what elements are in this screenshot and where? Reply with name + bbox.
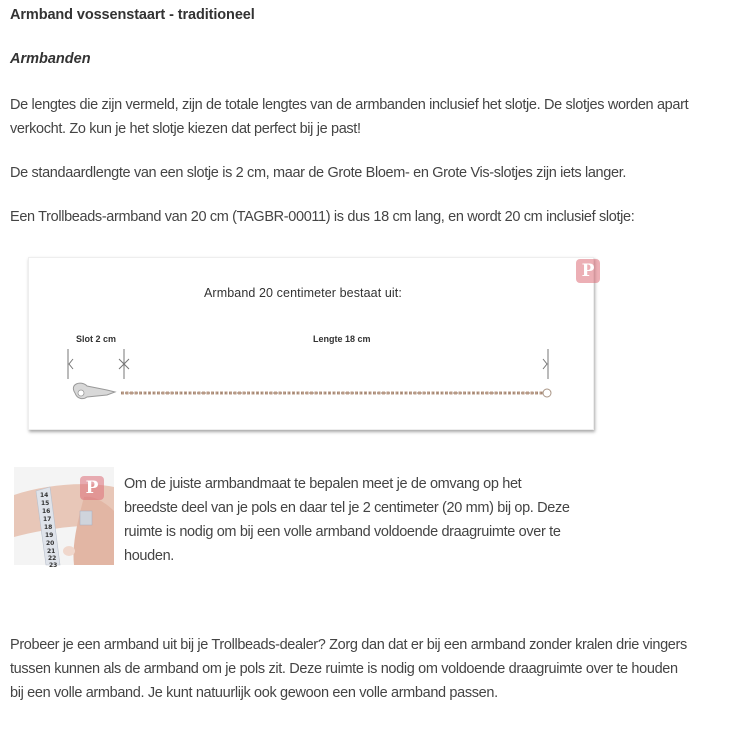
tape-number: 20 <box>46 540 55 547</box>
end-ring <box>543 389 551 397</box>
paragraph-line: ruimte is nodig om bij een volle armband voldoende draagruimte over te <box>124 524 561 540</box>
measure-markers <box>68 349 548 379</box>
tape-number: 16 <box>42 508 51 515</box>
pinterest-pin-button[interactable] <box>80 476 104 500</box>
tape-number: 17 <box>43 516 52 523</box>
paragraph-lengths <box>10 93 688 141</box>
bracelet-diagram-image <box>28 257 594 430</box>
paragraph-line: houden. <box>124 548 174 564</box>
paragraph-measure-wrist <box>124 472 570 568</box>
tape-end <box>80 511 92 525</box>
slot-length-label: Slot 2 cm <box>76 334 117 344</box>
paragraph-example: Een Trollbeads-armband van 20 cm (TAGBR-00011) is dus 18 cm lang, en wordt 20 cm inclusief slotje: <box>10 209 635 225</box>
pinterest-icon: P <box>85 478 99 498</box>
clasp-icon <box>73 383 115 398</box>
tape-number: 18 <box>44 524 53 531</box>
paragraph-try-on <box>10 633 687 705</box>
tape-number: 22 <box>48 555 57 562</box>
tape-number: 19 <box>45 532 54 539</box>
bracelet-drawing <box>29 258 593 429</box>
paragraph-standard-length: De standaardlengte van een slotje is 2 cm, maar de Grote Bloem- en Grote Vis-slotjes zijn iets langer. <box>10 165 627 181</box>
pinterest-icon: P <box>581 261 595 281</box>
article-title: Armband vossenstaart - traditioneel <box>10 7 255 23</box>
paragraph-line: De lengtes die zijn vermeld, zijn de totale lengtes van de armbanden inclusief het slotje. De slotjes worden apart <box>10 97 689 113</box>
tape-number: 23 <box>49 562 58 569</box>
tape-number: 21 <box>47 548 56 555</box>
paragraph-line: Om de juiste armbandmaat te bepalen meet je de omvang op het <box>124 476 522 492</box>
diagram-title: Armband 20 centimeter bestaat uit: <box>204 286 402 300</box>
bracelet-length-label: Lengte 18 cm <box>313 334 371 344</box>
fingernail <box>63 546 75 556</box>
pinterest-pin-button[interactable] <box>576 259 600 283</box>
paragraph-line: bij een volle armband. Je kunt natuurlijk ook gewoon een volle armband passen. <box>10 685 498 701</box>
tape-number: 15 <box>41 500 50 507</box>
paragraph-line: breedste deel van je pols en daar tel je 2 centimeter (20 mm) bij op. Deze <box>124 500 570 516</box>
section-heading: Armbanden <box>10 51 91 67</box>
paragraph-line: Probeer je een armband uit bij je Trollbeads-dealer? Zorg dan dat er bij een armband zonder kralen drie vingers <box>10 637 687 653</box>
slot-start-arrow <box>69 359 73 369</box>
paragraph-line: tussen kunnen als de armband om je pols zit. Deze ruimte is nodig om voldoende draagruimte over te houden <box>10 661 678 677</box>
paragraph-line: verkocht. Zo kun je het slotje kiezen dat perfect bij je past! <box>10 121 361 137</box>
length-end-arrow <box>543 359 547 369</box>
tape-number: 14 <box>40 492 49 499</box>
